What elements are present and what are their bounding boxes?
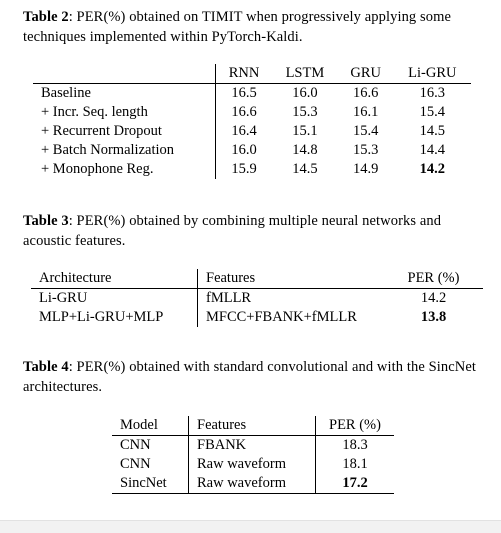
- table4: [112, 416, 394, 494]
- table2-caption-text: : PER(%) obtained on TIMIT when progressively applying some techniques implemented within PyTorch-Kaldi.: [23, 9, 452, 45]
- cell-best: 17.2: [342, 475, 368, 491]
- cell: CNN: [112, 455, 189, 474]
- table2-header-ligru: Li-GRU: [408, 65, 457, 81]
- table3-header-row: [31, 269, 483, 289]
- cell: 14.4: [419, 142, 446, 158]
- table2-caption: [23, 7, 485, 47]
- table4-label: Table 4: [23, 359, 69, 375]
- table3-caption: [23, 211, 485, 251]
- cell: 16.6: [231, 104, 257, 120]
- footer-band: [0, 520, 501, 533]
- cell: 16.6: [353, 85, 379, 101]
- table-row: [33, 103, 471, 122]
- cell: Raw waveform: [189, 455, 316, 474]
- table4-header-per: PER (%): [329, 417, 381, 433]
- row-label: + Batch Normalization: [33, 141, 216, 160]
- table3-header-per: PER (%): [407, 270, 460, 286]
- row-label: + Recurrent Dropout: [33, 122, 216, 141]
- cell-best: 13.8: [420, 309, 447, 325]
- cell: 16.0: [231, 142, 257, 158]
- cell: 14.5: [419, 123, 446, 139]
- cell: 14.5: [292, 161, 318, 177]
- table2-header-gru: GRU: [350, 65, 382, 81]
- cell: Raw waveform: [189, 474, 316, 494]
- cell: 14.8: [292, 142, 318, 158]
- table-row: [112, 455, 394, 474]
- table-row: [33, 122, 471, 141]
- cell: 16.0: [292, 85, 318, 101]
- cell: CNN: [112, 436, 189, 456]
- row-label: + Incr. Seq. length: [33, 103, 216, 122]
- table4-header-model: Model: [112, 416, 189, 436]
- table4-header-row: [112, 416, 394, 436]
- cell: 18.1: [342, 456, 368, 472]
- cell: 16.5: [231, 85, 257, 101]
- table-row: [31, 289, 483, 309]
- cell: 14.2: [420, 290, 447, 306]
- table-row: [33, 84, 471, 104]
- cell: SincNet: [112, 474, 189, 494]
- table-row: [112, 474, 394, 494]
- table-row: [112, 436, 394, 456]
- table2-header-blank: [33, 64, 216, 84]
- cell: 14.9: [353, 161, 379, 177]
- cell: 15.3: [353, 142, 379, 158]
- row-label: Baseline: [33, 84, 216, 104]
- cell: 16.3: [419, 85, 446, 101]
- cell: 15.4: [419, 104, 446, 120]
- table4-caption: [23, 357, 485, 397]
- table3: [31, 269, 483, 327]
- cell-best: 14.2: [419, 161, 446, 177]
- table2-label: Table 2: [23, 9, 69, 25]
- table2: [33, 64, 471, 179]
- cell: 15.4: [353, 123, 379, 139]
- table3-header-features: Features: [206, 270, 256, 286]
- cell: MLP+Li-GRU+MLP: [31, 308, 198, 327]
- table3-header-architecture: Architecture: [31, 269, 198, 289]
- table4-header-features: Features: [189, 416, 316, 436]
- table-row: [31, 308, 483, 327]
- row-label: + Monophone Reg.: [33, 160, 216, 179]
- cell: 15.3: [292, 104, 318, 120]
- table-row: [33, 160, 471, 179]
- table2-header-row: [33, 64, 471, 84]
- table3-caption-text: : PER(%) obtained by combining multiple neural networks and acoustic features.: [23, 213, 442, 249]
- cell: fMLLR: [206, 290, 252, 306]
- table4-caption-text: : PER(%) obtained with standard convolutional and with the SincNet architectures.: [23, 359, 476, 395]
- cell: FBANK: [189, 436, 316, 456]
- cell: 18.3: [342, 437, 368, 453]
- cell: 16.1: [353, 104, 379, 120]
- table3-label: Table 3: [23, 213, 69, 229]
- cell: 16.4: [231, 123, 257, 139]
- table2-header-lstm: LSTM: [285, 65, 325, 81]
- cell: Li-GRU: [31, 289, 198, 309]
- cell: 15.1: [292, 123, 318, 139]
- table-row: [33, 141, 471, 160]
- cell: 15.9: [231, 161, 257, 177]
- table2-header-rnn: RNN: [228, 65, 260, 81]
- cell: MFCC+FBANK+fMLLR: [206, 309, 357, 325]
